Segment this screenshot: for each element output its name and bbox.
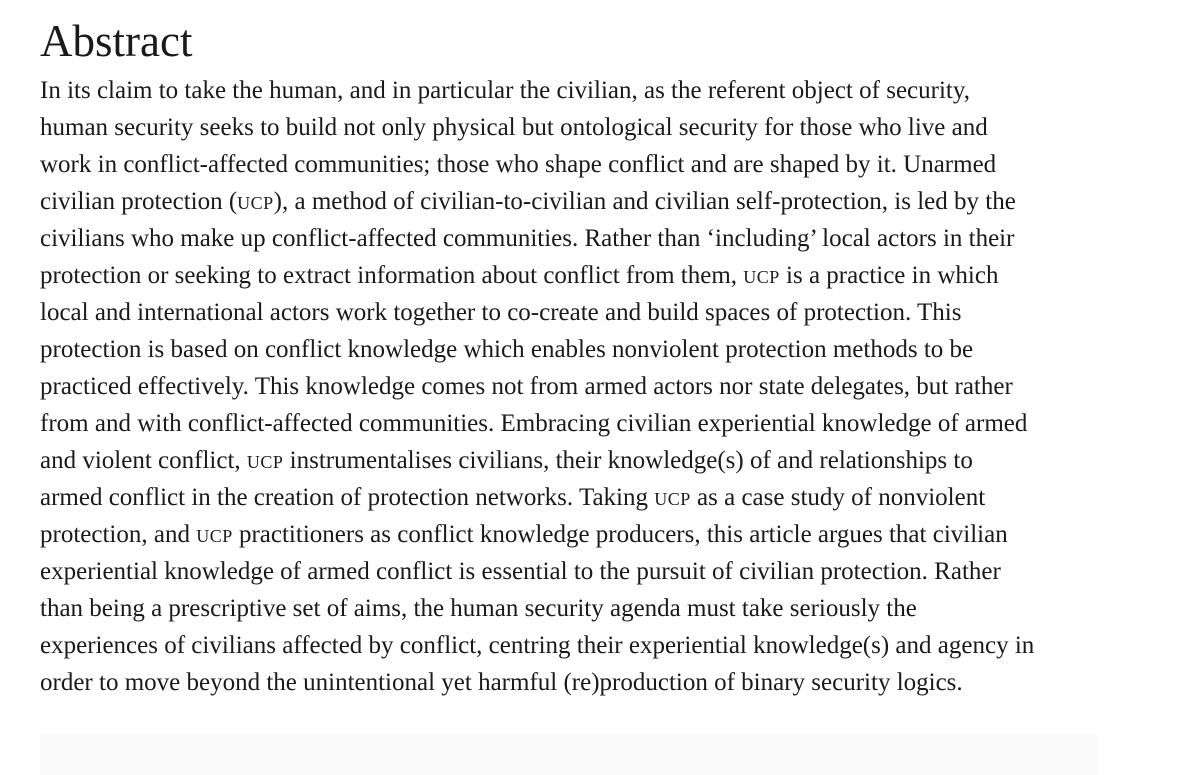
abstract-text: In its claim to take the human, and in particular the civilian, as the referent object of security, <box>40 77 970 104</box>
abstract-line <box>40 479 1120 516</box>
abstract-text: order to move beyond the unintentional yet harmful (re)production of binary security logics. <box>40 669 963 696</box>
abstract-line <box>40 146 1120 183</box>
abstract-text: experiences of civilians affected by conflict, centring their experiential knowledge(s) and agency in <box>40 632 1035 659</box>
abstract-line <box>40 294 1120 331</box>
abstract-text: experiential knowledge of armed conflict is essential to the pursuit of civilian protection. Rather <box>40 558 1001 585</box>
abstract-text: ), a method of civilian-to-civilian and civilian self-protection, is led by the <box>273 188 1016 215</box>
abstract-text: work in conflict-affected communities; those who shape conflict and are shaped by it. Unarmed <box>40 151 997 178</box>
abstract-text: armed conflict in the creation of protection networks. Taking <box>40 484 655 511</box>
abstract-line <box>40 590 1120 627</box>
abstract-text: from and with conflict-affected communities. Embracing civilian experiential knowledge of armed <box>40 410 1028 437</box>
abstract-line <box>40 368 1120 405</box>
abstract-text: human security seeks to build not only physical but ontological security for those who live and <box>40 114 988 141</box>
abstract-body <box>40 72 1120 701</box>
abstract-text: practiced effectively. This knowledge comes not from armed actors nor state delegates, but rather <box>40 373 1013 400</box>
abstract-text: and violent conflict, <box>40 447 247 474</box>
abstract-text: than being a prescriptive set of aims, the human security agenda must take seriously the <box>40 595 917 622</box>
abstract-line <box>40 109 1120 146</box>
acronym-ucp: ucp <box>196 521 233 548</box>
abstract-text: protection or seeking to extract information about conflict from them, <box>40 262 744 289</box>
abstract-line <box>40 220 1120 257</box>
abstract-line <box>40 331 1120 368</box>
abstract-text: civilians who make up conflict-affected communities. Rather than ‘including’ local actors in their <box>40 225 1015 252</box>
acronym-ucp: ucp <box>743 262 780 289</box>
abstract-heading: Abstract <box>40 16 193 66</box>
abstract-line <box>40 553 1120 590</box>
footer-panel <box>40 734 1097 775</box>
abstract-line <box>40 627 1120 664</box>
abstract-text: civilian protection ( <box>40 188 238 215</box>
abstract-line <box>40 516 1120 553</box>
abstract-line <box>40 72 1120 109</box>
abstract-text: local and international actors work together to co-create and build spaces of protection. This <box>40 299 962 326</box>
acronym-ucp: ucp <box>654 484 691 511</box>
acronym-ucp: ucp <box>237 188 274 215</box>
abstract-line <box>40 405 1120 442</box>
abstract-text: instrumentalises civilians, their knowledge(s) of and relationships to <box>283 447 973 474</box>
abstract-line <box>40 664 1120 701</box>
abstract-section <box>40 14 1120 701</box>
abstract-text: practitioners as conflict knowledge producers, this article argues that civilian <box>232 521 1008 548</box>
abstract-text: protection is based on conflict knowledge which enables nonviolent protection methods to be <box>40 336 974 363</box>
acronym-ucp: ucp <box>246 447 284 474</box>
abstract-text: as a case study of nonviolent <box>690 484 986 511</box>
abstract-line <box>40 442 1120 479</box>
abstract-line <box>40 183 1120 220</box>
abstract-line <box>40 257 1120 294</box>
abstract-text: is a practice in which <box>779 262 999 289</box>
abstract-text: protection, and <box>40 521 197 548</box>
